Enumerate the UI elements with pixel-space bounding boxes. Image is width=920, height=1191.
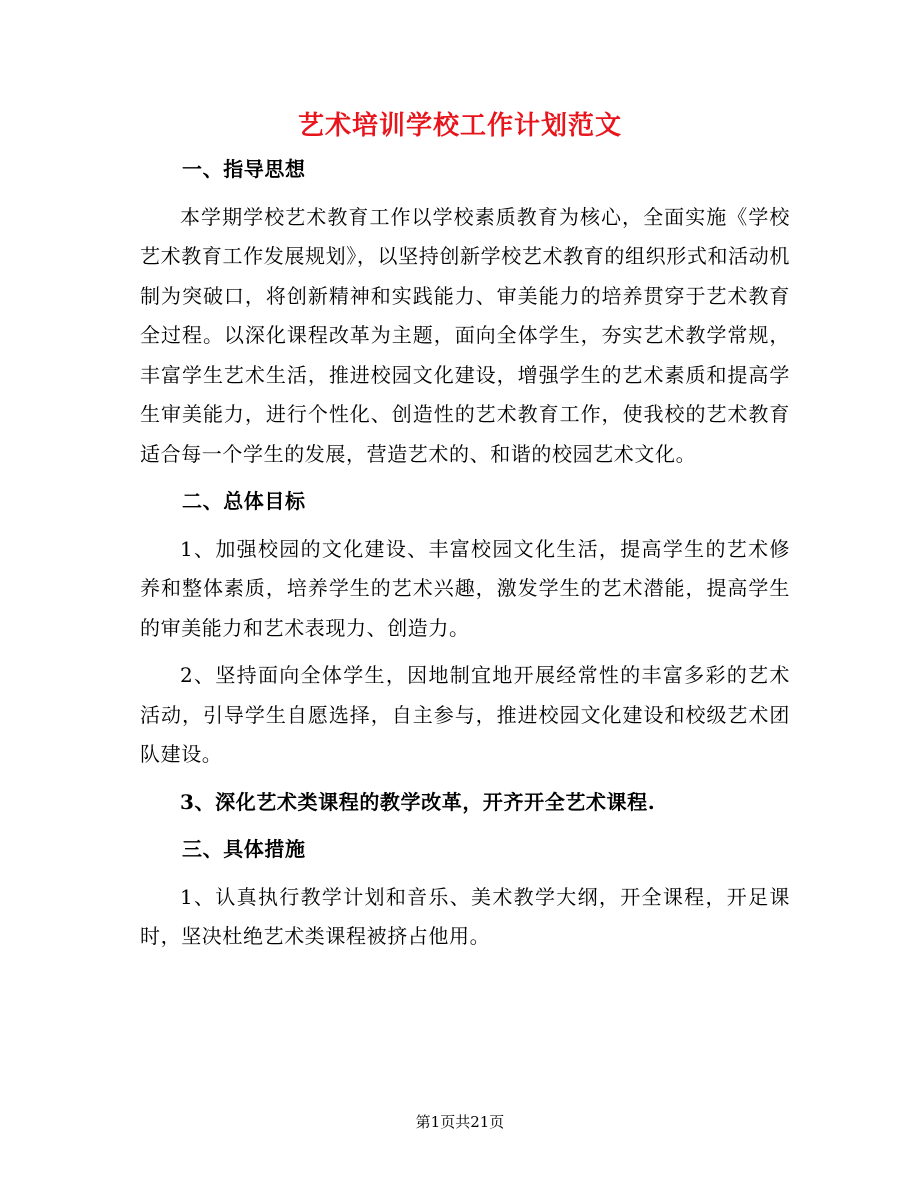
paragraph-guiding-ideology: 本学期学校艺术教育工作以学校素质教育为核心，全面实施《学校艺术教育工作发展规划》，以坚持创新学校艺术教育的组织形式和活动机制为突破口，将创新精神和实践能力、审美能力的培养贯穿于艺术教育全过程。以深化课程改革为主题，面向全体学生，夯实艺术教学常规，丰富学生艺术生活，推进校园文化建设，增强学生的艺术素质和提高学生审美能力，进行个性化、创造性的艺术教育工作，使我校的艺术教育适合每一个学生的发展，营造艺术的、和谐的校园艺术文化。 bbox=[140, 204, 790, 466]
paragraph-measure-1: 1、认真执行教学计划和音乐、美术教学大纲，开全课程，开足课时，坚决杜绝艺术类课程被挤占他用。 bbox=[140, 884, 790, 948]
section-heading-specific-measures: 三、具体措施 bbox=[182, 837, 306, 861]
document-body bbox=[140, 150, 790, 957]
paragraph-goal-2: 2、坚持面向全体学生，因地制宜地开展经常性的丰富多彩的艺术活动，引导学生自愿选择，自主参与，推进校园文化建设和校级艺术团队建设。 bbox=[140, 663, 790, 766]
page-number-footer: 第1页共21页 bbox=[415, 1113, 505, 1131]
spacer bbox=[140, 822, 790, 830]
spacer bbox=[140, 775, 790, 783]
document-title: 艺术培训学校工作计划范文 bbox=[297, 111, 622, 141]
spacer bbox=[140, 474, 790, 482]
paragraph-goal-1: 1、加强校园的文化建设、丰富校园文化生活，提高学生的艺术修养和整体素质，培养学生的艺术兴趣，激发学生的艺术潜能，提高学生的审美能力和艺术表现力、创造力。 bbox=[140, 536, 790, 640]
spacer bbox=[140, 870, 790, 878]
spacer bbox=[140, 190, 790, 198]
spacer bbox=[140, 648, 790, 656]
spacer bbox=[140, 522, 790, 530]
section-heading-guiding-ideology: 一、指导思想 bbox=[182, 157, 306, 181]
section-heading-overall-goals: 二、总体目标 bbox=[182, 489, 306, 513]
paragraph-goal-3: 3、深化艺术类课程的教学改革，开齐开全艺术课程. bbox=[180, 789, 656, 814]
